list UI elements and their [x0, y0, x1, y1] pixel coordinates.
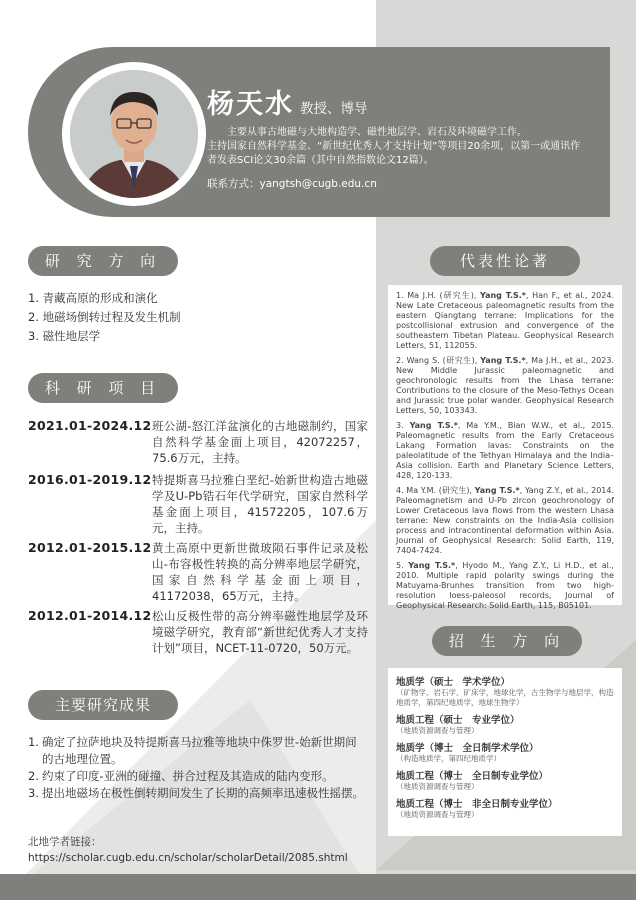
recruit-item — [396, 712, 614, 736]
paper-details: , Ma J.H., et al., 2023. New Middle Jurassic paleomagnetic and geochronologic results from the Lhasa terrane: Contributions to the closure of the Meso-Tethys Ocean and Jurassic true polar wander. Geophysical Research Letters, 50, 103343. — [396, 356, 614, 415]
research-item: 3. 磁性地层学 — [28, 329, 101, 343]
recruit-list — [388, 668, 622, 836]
result-text: 提出地磁场在极性倒转期间发生了长期的高频率迅速极性摇摆。 — [42, 786, 364, 800]
recruit-title: 地质工程（博士 非全日制专业学位） — [396, 799, 558, 810]
project-item — [28, 418, 368, 466]
avatar — [70, 70, 198, 198]
recruit-item — [396, 768, 614, 792]
paper-authors: 5. — [396, 561, 409, 570]
recruit-sub: （构造地质学，第四纪地质学） — [396, 754, 501, 763]
project-date: 2016.01-2019.12 — [28, 472, 152, 487]
paper-details: , Hyodo M., Yang Z.Y., Li H.D., et al., 2010. Multiple rapid polarity swings during the Matuyama-Brunhes transition from two high-resolution loess-paleosol records, Journal of Geophysical Research: Solid Earth, 115, B05101. — [396, 561, 614, 610]
recruit-sub: （地质资源调查与管理） — [396, 810, 479, 819]
project-desc: 班公湖-怒江洋盆演化的古地磁制约，国家自然科学基金面上项目，42072257，75.6万元，主持。 — [152, 419, 368, 465]
result-num: 2. — [28, 769, 39, 783]
project-date: 2012.01-2015.12 — [28, 540, 152, 555]
recruit-title: 地质学（博士 全日制学术学位） — [396, 743, 539, 754]
name-line — [207, 82, 368, 121]
result-num: 3. — [28, 786, 39, 800]
recruit-title: 地质学（硕士 学术学位） — [396, 677, 511, 688]
recruit-item — [396, 740, 614, 764]
intro — [207, 126, 583, 168]
scholar-link-block — [28, 834, 348, 866]
paper-author-main: Yang T.S.* — [408, 561, 456, 570]
contact-email[interactable]: 联系方式：yangtsh@cugb.edu.cn — [207, 178, 377, 190]
result-text: 约束了印度-亚洲的碰撞、拼合过程及其造成的陆内变形。 — [42, 769, 334, 783]
paper-details: , Ma Y.M., Bian W.W., et al., 2015. Paleomagnetic results from the Early Cretaceous Lakang Formation lavas: Constraints on the paleolatitude of the Tethyan Himalaya and the India–Asia collision. Earth and Planetary Science Letters, 428, 120-133. — [396, 421, 614, 480]
project-item — [28, 540, 368, 604]
scholar-link-label: 北地学者链接： — [28, 836, 102, 848]
project-item — [28, 608, 368, 656]
recruit-title: 地质工程（硕士 专业学位） — [396, 715, 520, 726]
paper-author-main: Yang T.S.* — [480, 291, 526, 300]
recruit-header: 招 生 方 向 — [432, 626, 582, 656]
paper-authors: 3. — [396, 421, 410, 430]
paper-author-main: Yang T.S.* — [474, 486, 520, 495]
intro-line2: 主持国家自然科学基金、“新世纪优秀人才支持计划”等项目20余项，以第一或通讯作者发表SCI论文30余篇（其中自然指数论文12篇）。 — [207, 141, 581, 166]
bottom-bar — [0, 874, 636, 900]
project-desc: 黄土高原中更新世微玻陨石事件记录及松山-布容极性转换的高分辨率地层学研究，国家自然科学基金面上项目，41172038，65万元，主持。 — [152, 541, 368, 603]
intro-line1: 主要从事古地磁与大地构造学、磁性地层学、岩石及环境磁学工作。 — [227, 127, 527, 138]
recruit-sub: （矿物学、岩石学、矿床学，地球化学，古生物学与地层学，构造地质学，第四纪地质学，地球生物学） — [396, 688, 614, 707]
recruit-sub: （地质资源调查与管理） — [396, 782, 479, 791]
paper-item — [396, 291, 614, 351]
results-header: 主要研究成果 — [28, 690, 178, 720]
project-item — [28, 472, 368, 536]
person-title: 教授、博导 — [300, 101, 368, 117]
project-date: 2012.01-2014.12 — [28, 608, 152, 623]
project-desc: 特提斯喜马拉雅白垩纪-始新世构造古地磁学及U-Pb锆石年代学研究，国家自然科学基金面上项目，41572205，107.6万元，主持。 — [152, 473, 368, 535]
result-text: 确定了拉萨地块及特提斯喜马拉雅等地块中侏罗世-始新世期间的古地理位置。 — [42, 735, 357, 766]
papers-header: 代表性论著 — [430, 246, 580, 276]
research-item: 2. 地磁场倒转过程及发生机制 — [28, 310, 181, 324]
paper-item — [396, 356, 614, 416]
paper-author-main: Yang T.S.* — [480, 356, 526, 365]
result-item — [28, 734, 368, 768]
results-list — [28, 734, 368, 802]
recruit-sub: （地质资源调查与管理） — [396, 726, 479, 735]
project-desc: 松山反极性带的高分辨率磁性地层学及环境磁学研究，教育部“新世纪优秀人才支持计划”项目，NCET-11-0720，50万元。 — [152, 609, 368, 655]
paper-item — [396, 486, 614, 556]
research-item: 1. 青藏高原的形成和演化 — [28, 291, 158, 305]
person-name: 杨天水 — [207, 89, 294, 120]
scholar-link[interactable]: https://scholar.cugb.edu.cn/scholar/scholarDetail/2085.shtml — [28, 852, 348, 864]
paper-details: , Yang Z.Y., et al., 2014. Paleomagnetism and U-Pb zircon geochronology of Lower Cretaceous lava flows from the western Lhasa terrane: New constraints on the India-Asia collision process and intracontinental deformation within Asia. Journal of Geophysical Research: Solid Earth, 119, 7404-7424. — [396, 486, 615, 555]
paper-authors: 4. Ma Y.M. (研究生), — [396, 486, 475, 495]
paper-authors: 1. Ma J.H. (研究生), — [396, 291, 481, 300]
recruit-item — [396, 796, 614, 820]
paper-item — [396, 421, 614, 481]
projects-header: 科 研 项 目 — [28, 373, 178, 403]
recruit-item — [396, 674, 614, 708]
paper-item — [396, 561, 614, 611]
project-date: 2021.01-2024.12 — [28, 418, 152, 433]
paper-author-main: Yang T.S.* — [409, 421, 458, 430]
result-item — [28, 768, 368, 785]
result-item — [28, 785, 368, 802]
research-list — [28, 289, 181, 346]
paper-authors: 2. Wang S. (研究生), — [396, 356, 481, 365]
research-header: 研 究 方 向 — [28, 246, 178, 276]
paper-details: , Han F., et al., 2024. New Late Cretaceous paleomagnetic results from the eastern Qiangtang terrane: Implications for the postcollisional extrusion and convergence of the southeastern Tibetan Plateau. Geophysical Research Letters, 51, 112055. — [396, 291, 614, 350]
papers-list — [388, 285, 622, 610]
recruit-title: 地质工程（博士 全日制专业学位） — [396, 771, 549, 782]
result-num: 1. — [28, 735, 39, 749]
